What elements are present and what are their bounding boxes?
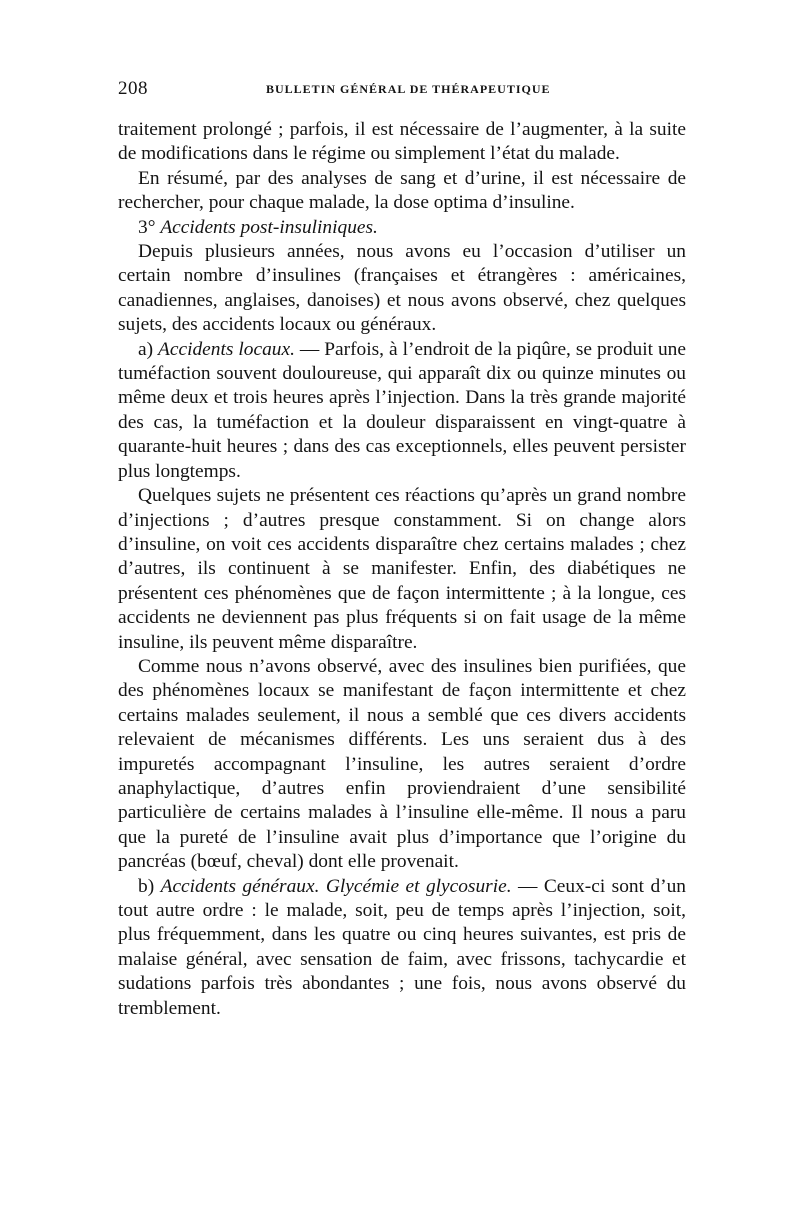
page-number: 208 [118,78,148,99]
paragraph-8 [118,875,686,1021]
subsection-a-title: Accidents locaux. [158,338,295,360]
paragraph-2: En résumé, par des analyses de sang et d’urine, il est nécessaire de rechercher, pour chaque malade, la dose optima d’insuline. [118,167,686,214]
paragraph-5 [118,338,686,484]
subsection-b-prefix: b) [138,875,155,897]
section-title: Accidents post-insuliniques. [160,216,378,238]
subsection-b-title: Accidents généraux. Glycémie et glycosurie. [160,875,512,897]
paragraph-7: Comme nous n’avons observé, avec des insulines bien purifiées, que des phénomènes locaux se manifestant de façon intermittente et chez certains malades seulement, il nous a semblé que ces divers accidents relevaient de mécanismes différents. Les uns seraient dus à des impuretés accompagnant l’insuline, les autres seraient d’ordre anaphylactique, d’autres enfin proviendraient d’une sensibilité particulière de certains malades à l’insuline elle-même. Il nous a paru que la pureté de l’insuline avait plus d’importance que l’origine du pancréas (bœuf, cheval) dont elle provenait. [118,655,686,873]
page-header [118,70,686,104]
running-title: BULLETIN GÉNÉRAL DE THÉRAPEUTIQUE [266,82,551,96]
body-text [118,118,686,1021]
paragraph-4: Depuis plusieurs années, nous avons eu l’occasion d’utiliser un certain nombre d’insulines (françaises et étrangères : américaines, canadiennes, anglaises, danoises) et nous avons observé, chez quelques sujets, des accidents locaux ou généraux. [118,241,686,336]
subsection-a-prefix: a) [138,338,154,360]
subsection-a-text: — Parfois, à l’endroit de la piqûre, se produit une tuméfaction souvent douloureuse, qui apparaît dix ou quinze minutes ou même deux et trois heures après l’injection. Dans la très grande majorité des cas, la tuméfaction et la douleur disparaissent en vingt-quatre à quarante-huit heures ; dans des cas exceptionnels, elles peuvent persister plus longtemps. [118,338,686,482]
document-page [118,70,686,1021]
section-heading-3 [118,216,686,240]
subsection-b-text: — Ceux-ci sont d’un tout autre ordre : le malade, soit, peu de temps après l’injection, soit, plus fréquemment, dans les quatre ou cinq heures suivantes, est pris de malaise général, avec sensation de faim, avec frissons, tachycardie et sudations parfois très abondantes ; une fois, nous avons observé du tremblement. [118,875,686,1019]
section-number: 3° [138,216,156,238]
paragraph-6: Quelques sujets ne présentent ces réactions qu’après un grand nombre d’injections ; d’autres presque constamment. Si on change alors d’insuline, on voit ces accidents disparaître chez certains malades ; chez d’autres, ils continuent à se manifester. Enfin, des diabétiques ne présentent ces phénomènes que de façon intermittente ; à la longue, ces accidents ne deviennent pas plus fréquents si on fait usage de la même insuline, ils peuvent même disparaître. [118,485,686,653]
paragraph-1: traitement prolongé ; parfois, il est nécessaire de l’augmenter, à la suite de modifications dans le régime ou simplement l’état du malade. [118,119,686,165]
